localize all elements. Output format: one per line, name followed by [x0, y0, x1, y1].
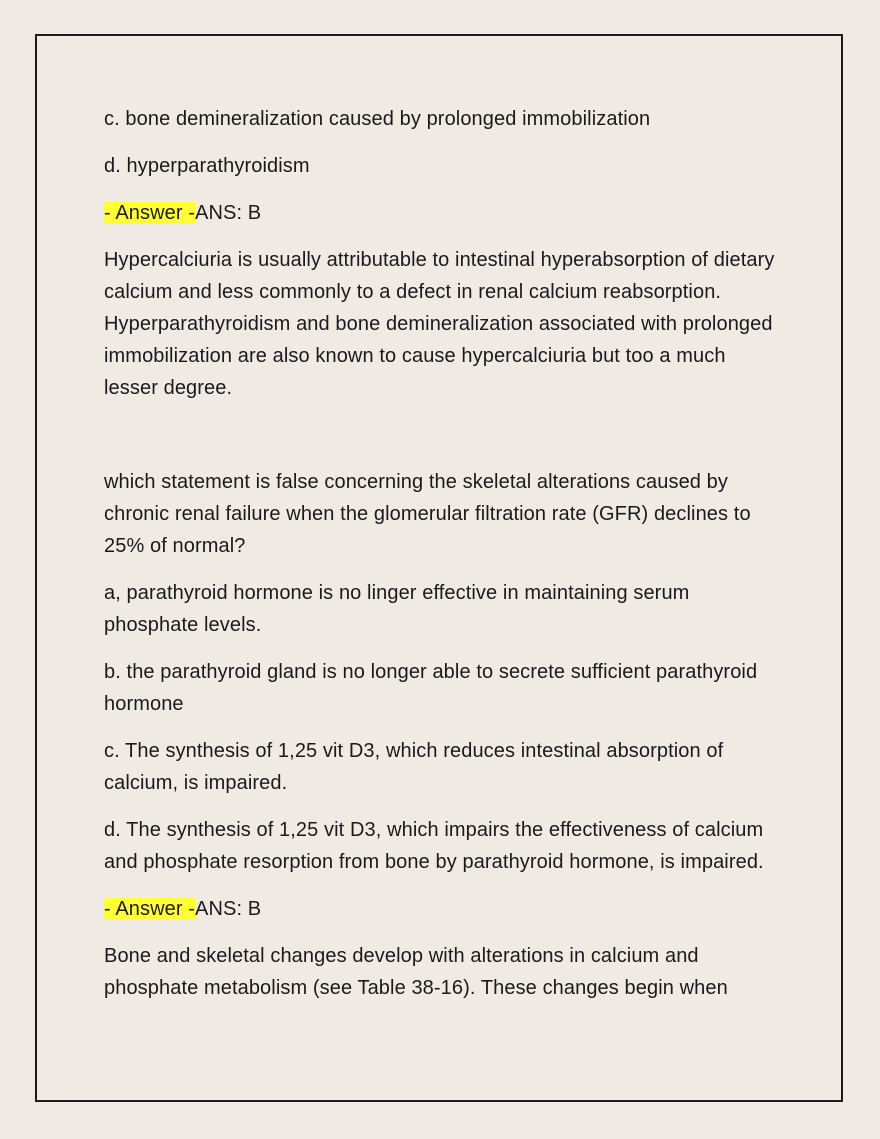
- answer-highlight: - Answer -: [104, 898, 196, 920]
- q2-question: which statement is false concerning the skeletal alterations caused by chronic renal failure when the glomerular filtration rate (GFR) declines to 25% of normal?: [104, 471, 751, 557]
- q2-option-d: d. The synthesis of 1,25 vit D3, which impairs the effectiveness of calcium and phosphate resorption from bone by parathyroid hormone, is impaired.: [104, 819, 764, 873]
- q1-answer: [104, 197, 784, 229]
- q2-option-c: c. The synthesis of 1,25 vit D3, which reduces intestinal absorption of calcium, is impaired.: [104, 740, 724, 794]
- q1-option-c: c. bone demineralization caused by prolonged immobilization: [104, 108, 651, 130]
- document-body: [104, 103, 784, 1019]
- q2-option-b: b. the parathyroid gland is no longer able to secrete sufficient parathyroid hormone: [104, 661, 758, 715]
- q1-option-d: d. hyperparathyroidism: [104, 155, 310, 177]
- q2-option-a: a, parathyroid hormone is no linger effective in maintaining serum phosphate levels.: [104, 582, 690, 636]
- q1-rationale: Hypercalciuria is usually attributable to intestinal hyperabsorption of dietary calcium and less commonly to a defect in renal calcium reabsorption. Hyperparathyroidism and bone demineralization associated with prolonged immobilization are also known to cause hypercalciuria but too a much lesser degree.: [104, 249, 775, 399]
- answer-highlight: - Answer -: [104, 202, 196, 224]
- answer-value: ANS: B: [195, 202, 262, 224]
- q2-answer: [104, 893, 784, 925]
- answer-value: ANS: B: [195, 898, 262, 920]
- q2-rationale: Bone and skeletal changes develop with alterations in calcium and phosphate metabolism (see Table 38-16). These changes begin when: [104, 945, 728, 999]
